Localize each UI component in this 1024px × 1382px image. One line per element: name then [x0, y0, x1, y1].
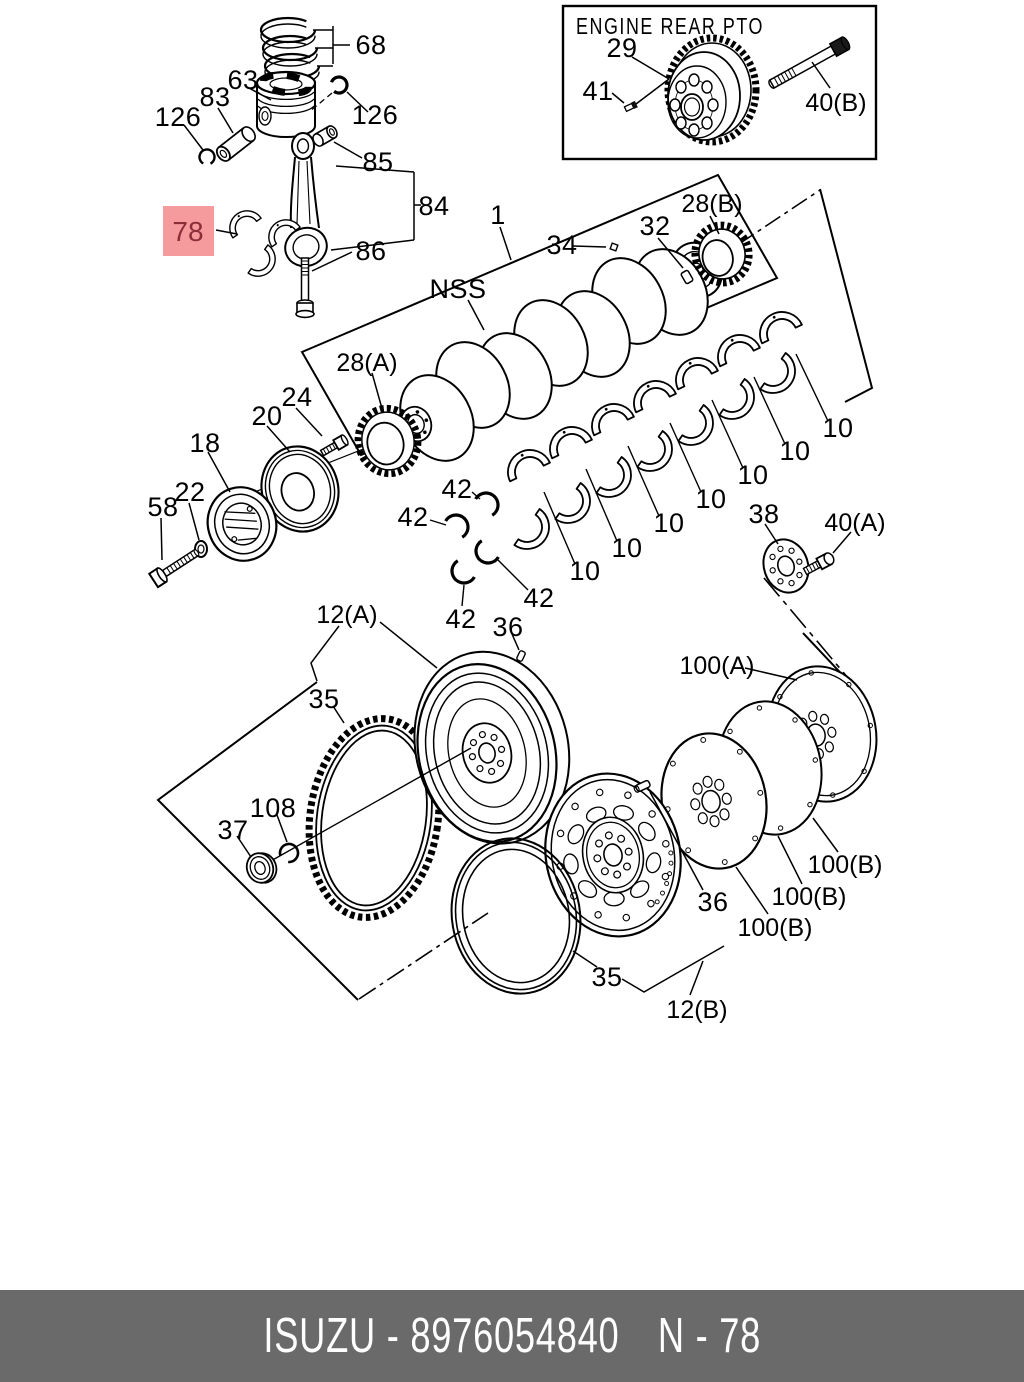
callout-100b-2[interactable]: 100(B)	[771, 883, 847, 911]
callout-20[interactable]: 20	[251, 401, 283, 431]
callout-42-2[interactable]: 42	[397, 502, 429, 532]
footer-bar	[0, 1290, 1024, 1382]
callout-18[interactable]: 18	[189, 428, 221, 458]
callout-100a[interactable]: 100(A)	[679, 652, 755, 680]
nss-note: NSS	[429, 274, 487, 304]
snap-ring-left	[197, 147, 217, 167]
callout-32[interactable]: 32	[639, 211, 671, 241]
callout-68[interactable]: 68	[355, 30, 387, 60]
callout-83[interactable]: 83	[199, 82, 231, 112]
thrust-washer-leaders	[430, 492, 528, 606]
woodruff-key-34	[610, 243, 618, 251]
callout-28a[interactable]: 28(A)	[336, 349, 398, 377]
callout-36-bottom[interactable]: 36	[697, 887, 729, 917]
callout-10-6[interactable]: 10	[779, 436, 811, 466]
callout-10-4[interactable]: 10	[695, 484, 727, 514]
callout-126-right[interactable]: 126	[351, 100, 399, 130]
callout-37[interactable]: 37	[217, 815, 249, 845]
callout-86[interactable]: 86	[355, 236, 387, 266]
piston-pin	[214, 124, 258, 163]
bolt-24	[319, 434, 349, 458]
callout-36-top[interactable]: 36	[492, 612, 524, 642]
callout-22[interactable]: 22	[174, 477, 206, 507]
pto-gear	[668, 38, 756, 142]
callout-100b-1[interactable]: 100(B)	[807, 851, 883, 879]
callout-35-bottom[interactable]: 35	[591, 962, 623, 992]
callout-35-top[interactable]: 35	[308, 684, 340, 714]
callout-29[interactable]: 29	[606, 33, 638, 63]
footer-text	[263, 1308, 761, 1364]
callout-34[interactable]: 34	[546, 230, 578, 260]
callout-42-3[interactable]: 42	[523, 583, 555, 613]
pto-inset	[563, 6, 876, 159]
highlight-78-text: 78	[172, 216, 204, 247]
callout-100b-3[interactable]: 100(B)	[737, 914, 813, 942]
callout-41[interactable]: 41	[582, 76, 614, 106]
rod-bolt	[296, 258, 314, 317]
callout-126-left[interactable]: 126	[154, 102, 202, 132]
bolt-58	[149, 545, 202, 587]
callout-10-3[interactable]: 10	[653, 508, 685, 538]
callout-10-7[interactable]: 10	[822, 413, 854, 443]
callout-40a[interactable]: 40(A)	[824, 509, 886, 537]
snap-ring-right	[329, 75, 350, 96]
callout-84[interactable]: 84	[418, 191, 450, 221]
callout-58[interactable]: 58	[147, 492, 179, 522]
callout-63[interactable]: 63	[227, 65, 259, 95]
pto-inset-title: ENGINE REAR PTO	[576, 13, 764, 39]
callout-12a[interactable]: 12(A)	[316, 601, 378, 629]
callout-10-5[interactable]: 10	[737, 460, 769, 490]
callout-42-4[interactable]: 42	[445, 604, 477, 634]
callout-42-1[interactable]: 42	[441, 474, 473, 504]
callout-10-2[interactable]: 10	[611, 533, 643, 563]
callout-24[interactable]: 24	[281, 382, 313, 412]
callout-38[interactable]: 38	[748, 499, 780, 529]
callout-40b[interactable]: 40(B)	[805, 89, 867, 117]
highlighted-callout-78[interactable]	[163, 206, 214, 256]
callout-1[interactable]: 1	[490, 200, 506, 230]
callout-10-1[interactable]: 10	[569, 556, 601, 586]
pto-mount-bolt	[624, 101, 638, 112]
pto-shaft-bolt	[766, 36, 851, 92]
piston	[257, 72, 315, 137]
footer-brand-part-number: ISUZU - 8976054840	[263, 1309, 620, 1363]
callout-108[interactable]: 108	[249, 793, 297, 823]
snap-ring-108	[277, 841, 300, 864]
connecting-rod	[280, 133, 332, 272]
dowel-pin-36-top	[516, 650, 526, 662]
footer-page-reference: N - 78	[657, 1309, 761, 1363]
callout-85[interactable]: 85	[362, 147, 394, 177]
callout-12b[interactable]: 12(B)	[666, 996, 728, 1024]
callout-28b[interactable]: 28(B)	[681, 190, 743, 218]
